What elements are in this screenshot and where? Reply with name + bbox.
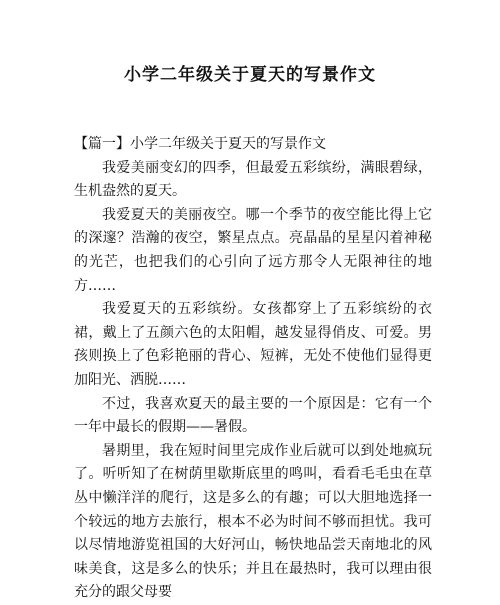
section-header: 【篇一】小学二年级关于夏天的写景作文 bbox=[74, 136, 326, 152]
paragraph-3: 我爱夏天的五彩缤纷。女孩都穿上了五彩缤纷的衣裙，戴上了五颜六色的太阳帽，越发显得俏皮、可爱。男孩则换上了色彩艳丽的背心、短裤，无处不使他们显得更加阳光、洒脱…… bbox=[74, 301, 432, 388]
page-title: 小学二年级关于夏天的写景作文 bbox=[124, 65, 376, 85]
paragraph-2: 我爱夏天的美丽夜空。哪一个季节的夜空能比得上它的深邃？浩瀚的夜空，繁星点点。亮晶晶的星星闪着神秘的光芒，也把我们的心引向了远方那令人无限神往的地方…… bbox=[74, 206, 432, 294]
paragraph-5: 暑期里，我在短时间里完成作业后就可以到处地疯玩了。听听知了在树荫里歇斯底里的鸣叫，看看毛毛虫在草丛中懒洋洋的爬行，这是多么的有趣；可以大胆地选择一个较远的地方去旅行，根本不必为时间不够而担忧。我可以尽情地游览祖国的大好河山，畅快地品尝天南地北的风味美食，这是多么的快乐；并且在最热时，我可以理由很充分的跟父母要 bbox=[74, 442, 432, 601]
paragraph-1: 我爱美丽变幻的四季，但最爱五彩缤纷，满眼碧绿，生机盎然的夏天。 bbox=[74, 159, 432, 200]
paragraph-4: 不过，我喜欢夏天的最主要的一个原因是：它有一个一年中最长的假期——暑假。 bbox=[74, 395, 432, 436]
document-body bbox=[74, 133, 432, 605]
